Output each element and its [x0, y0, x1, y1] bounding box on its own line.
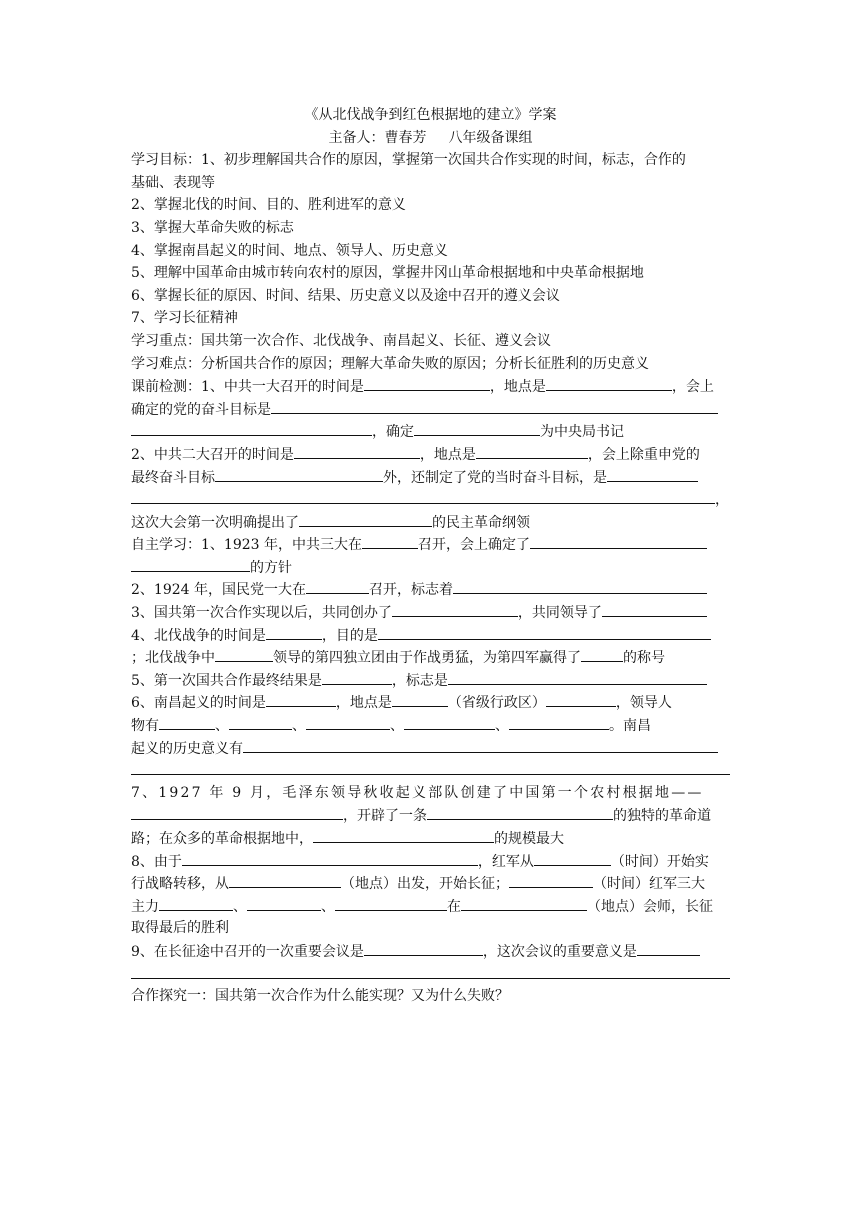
- blank-field[interactable]: [509, 872, 593, 888]
- blank-field[interactable]: [581, 646, 623, 662]
- blank-field[interactable]: [131, 420, 372, 436]
- blank-field[interactable]: [131, 556, 250, 572]
- blank-field[interactable]: [427, 804, 613, 820]
- selfstudy-7-cont: ，开辟了一条 的独特的革命道: [131, 804, 730, 827]
- blank-field[interactable]: [215, 466, 383, 482]
- blank-field[interactable]: [306, 578, 369, 594]
- selfstudy-8: 8、由于 ，红军从 （时间）开始实: [131, 850, 730, 873]
- selfstudy-6: 6、南昌起义的时间是 ，地点是 （省级行政区） ，领导人: [131, 691, 730, 714]
- selfstudy-2: 2、1924 年，国民党一大在 召开，标志着: [131, 578, 730, 601]
- blank-field[interactable]: [414, 420, 540, 436]
- selfstudy-7-cont2: 路；在众多的革命根据地中， 的规模最大: [131, 827, 730, 850]
- blank-field[interactable]: [306, 714, 390, 730]
- blank-field[interactable]: [476, 443, 588, 459]
- document-title: 《从北伐战争到红色根据地的建立》学案: [304, 107, 557, 123]
- blank-field[interactable]: [243, 737, 718, 753]
- grade-group: 八年级备课组: [448, 129, 533, 146]
- selfstudy-8-cont2: 主力 、 、 在 （地点）会师，长征: [131, 895, 730, 918]
- objective-item: 4、掌握南昌起义的时间、地点、领导人、历史意义: [131, 242, 448, 259]
- objective-item: 2、掌握北伐的时间、目的、胜利进军的意义: [131, 197, 406, 214]
- inquiry-1: 合作探究一：国共第一次合作为什么能实现？又为什么失败？: [131, 988, 509, 1005]
- blank-field[interactable]: [229, 714, 292, 730]
- selfstudy-4: 4、北伐战争的时间是 ，目的是: [131, 624, 730, 647]
- blank-field[interactable]: [364, 940, 483, 956]
- blank-field[interactable]: [637, 940, 700, 956]
- selfstudy-6-cont2: 起义的历史意义有: [131, 737, 730, 760]
- difficulties: 学习难点：分析国共合作的原因；理解大革命失败的原因；分析长征胜利的历史意义: [131, 355, 649, 372]
- blank-field[interactable]: [392, 601, 518, 617]
- blank-field[interactable]: [362, 533, 418, 549]
- blank-field[interactable]: [229, 872, 341, 888]
- blank-field[interactable]: [131, 963, 730, 979]
- worksheet-content: [131, 104, 730, 1008]
- selfstudy-3: 3、国共第一次合作实现以后，共同创办了 ，共同领导了: [131, 601, 730, 624]
- blank-field[interactable]: [159, 714, 215, 730]
- blank-field[interactable]: [313, 827, 494, 843]
- objective-line-1: 学习目标：1、初步理解国共合作的原因，掌握第一次国共合作实现的时间，标志，合作的: [131, 152, 686, 169]
- blank-field[interactable]: [335, 895, 447, 911]
- blank-field[interactable]: [247, 895, 321, 911]
- blank-field[interactable]: [448, 669, 707, 685]
- blank-field[interactable]: [215, 646, 273, 662]
- pretest-q1-cont2: ，确定 为中央局书记: [131, 420, 730, 443]
- selfstudy-4-cont: ；北伐战争中 领导的第四独立团由于作战勇猛，为第四军赢得了 的称号: [131, 646, 730, 669]
- selfstudy-8-cont: 行战略转移，从 （地点）出发，开始长征； （时间）红军三大: [131, 872, 730, 895]
- blank-field[interactable]: [131, 759, 730, 775]
- selfstudy-1: 自主学习：1、1923 年，中共三大在 召开，会上确定了: [131, 533, 730, 556]
- pretest-q2-cont2: ，: [131, 488, 730, 511]
- blank-field[interactable]: [461, 895, 587, 911]
- blank-field[interactable]: [607, 466, 698, 482]
- blank-field[interactable]: [509, 714, 609, 730]
- selfstudy-8-cont3: 取得最后的胜利: [131, 920, 229, 937]
- selfstudy-9-cont: [131, 963, 730, 986]
- selfstudy-7: 7、1927 年 9 月，毛泽东领导秋收起义部队创建了中国第一个农村根据地——: [131, 784, 704, 801]
- selfstudy-1-cont: 的方针: [131, 556, 730, 579]
- blank-field[interactable]: [546, 375, 672, 391]
- selfstudy-6-cont3: [131, 759, 730, 782]
- pretest-q2-cont3: 这次大会第一次明确提出了 的民主革命纲领: [131, 511, 730, 534]
- blank-field[interactable]: [266, 624, 322, 640]
- objective-item: 7、学习长征精神: [131, 310, 238, 327]
- blank-field[interactable]: [322, 669, 392, 685]
- selfstudy-5: 5、第一次国共合作最终结果是 ，标志是: [131, 669, 730, 692]
- pretest-q2: 2、中共二大召开的时间是 ，地点是 ，会上除重申党的: [131, 443, 730, 466]
- selfstudy-9: 9、在长征途中召开的一次重要会议是 ，这次会议的重要意义是: [131, 940, 730, 963]
- blank-field[interactable]: [266, 691, 336, 707]
- blank-field[interactable]: [364, 375, 490, 391]
- key-points: 学习重点：国共第一次合作、北伐战争、南昌起义、长征、遵义会议: [131, 332, 551, 349]
- objective-item: 3、掌握大革命失败的标志: [131, 219, 294, 236]
- blank-field[interactable]: [159, 895, 233, 911]
- pretest-q1-cont: 确定的党的奋斗目标是: [131, 398, 730, 421]
- blank-field[interactable]: [378, 624, 711, 640]
- pretest-q1: 课前检测：1、中共一大召开的时间是 ，地点是 ，会上: [131, 375, 730, 398]
- blank-field[interactable]: [546, 691, 616, 707]
- document-subtitle: [131, 127, 730, 150]
- blank-field[interactable]: [534, 850, 611, 866]
- blank-field[interactable]: [602, 601, 707, 617]
- blank-field[interactable]: [131, 804, 343, 820]
- preparer: 主备人：曹春芳: [328, 129, 427, 146]
- pretest-q2-cont: 最终奋斗目标 外，还制定了党的当时奋斗目标，是: [131, 466, 730, 489]
- blank-field[interactable]: [392, 691, 448, 707]
- blank-field[interactable]: [453, 578, 707, 594]
- selfstudy-6-cont: 物有 、 、 、 、 。南昌: [131, 714, 730, 737]
- blank-field[interactable]: [404, 714, 495, 730]
- objective-line-1b: 基础、表现等: [131, 174, 215, 191]
- blank-field[interactable]: [271, 398, 718, 414]
- objective-item: 6、掌握长征的原因、时间、结果、历史意义以及途中召开的遵义会议: [131, 287, 560, 304]
- blank-field[interactable]: [182, 850, 478, 866]
- objective-item: 5、理解中国革命由城市转向农村的原因，掌握井冈山革命根据地和中央革命根据地: [131, 265, 644, 282]
- blank-field[interactable]: [131, 488, 715, 504]
- blank-field[interactable]: [294, 443, 420, 459]
- blank-field[interactable]: [530, 533, 707, 549]
- blank-field[interactable]: [299, 511, 432, 527]
